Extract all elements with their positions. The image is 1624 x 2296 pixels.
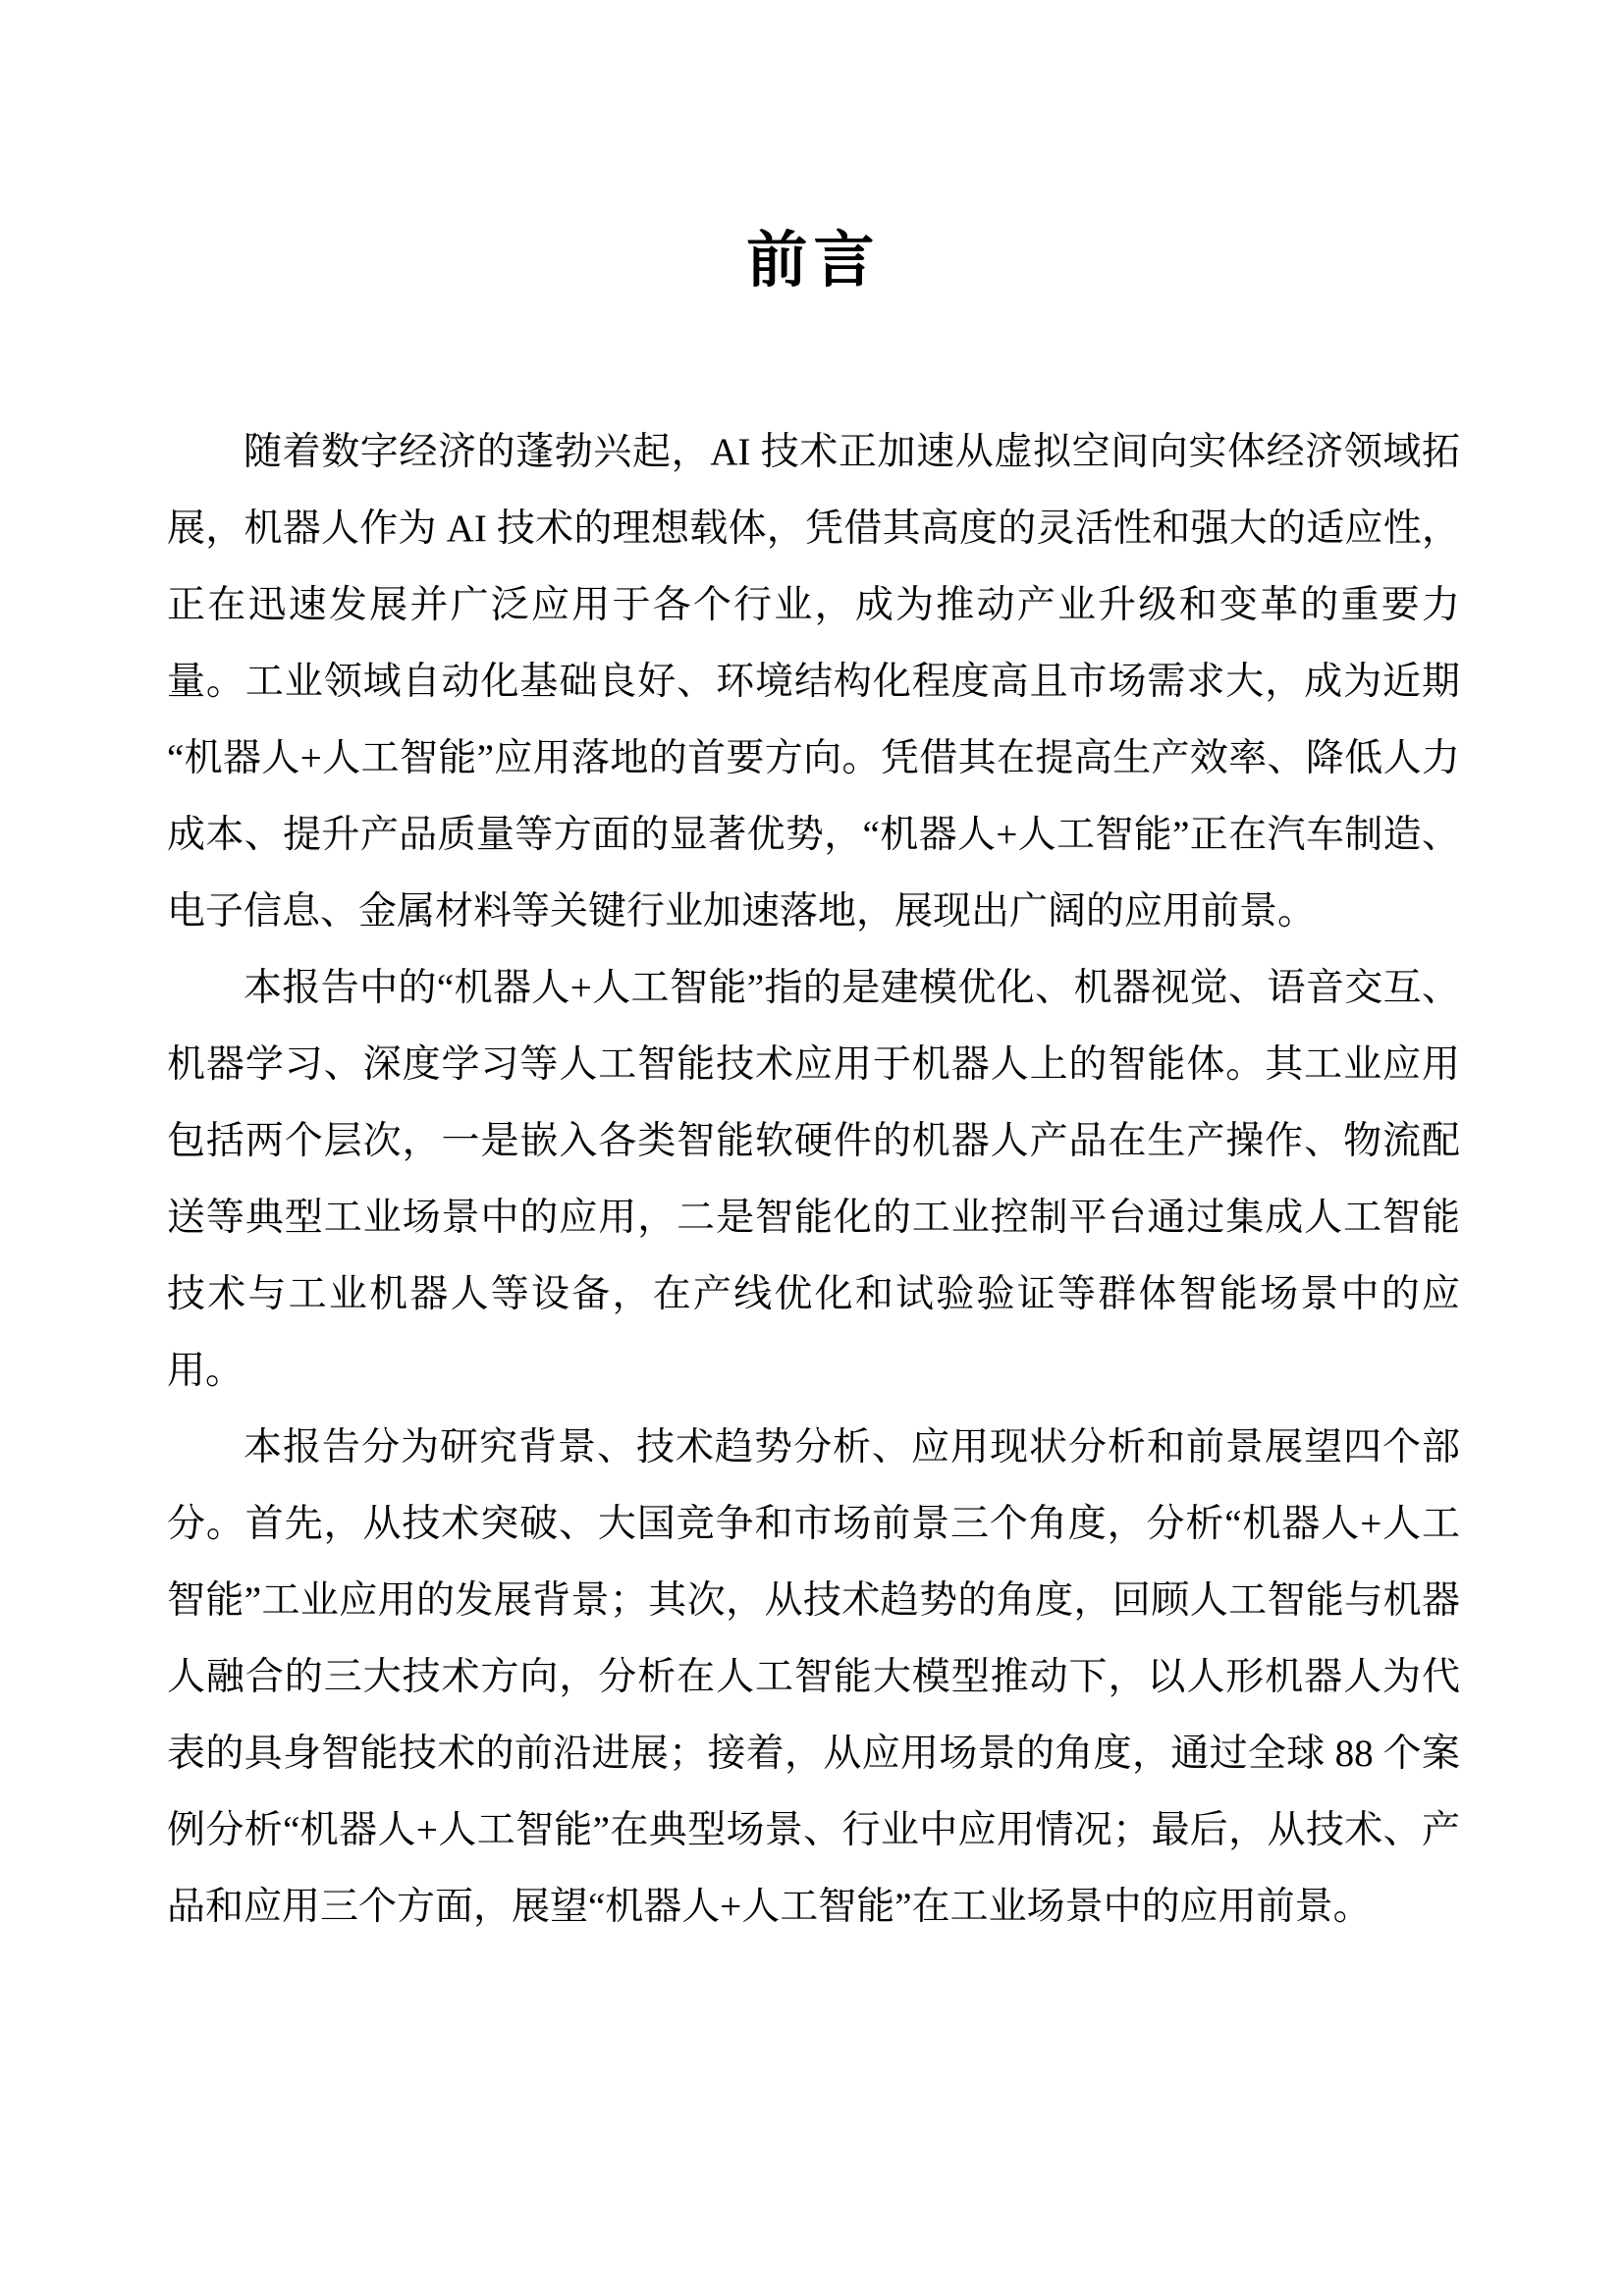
paragraph-definition: 本报告中的“机器人+人工智能”指的是建模优化、机器视觉、语音交互、机器学习、深度学习等人工智能技术应用于机器人上的智能体。其工业应用包括两个层次，一是嵌入各类智能软硬件的机器人产品在生产操作、物流配送等典型工业场景中的应用，二是智能化的工业控制平台通过集成人工智能技术与工业机器人等设备，在产线优化和试验验证等群体智能场景中的应用。 xyxy=(167,967,1460,1393)
paragraph-intro: 随着数字经济的蓬勃兴起，AI 技术正加速从虚拟空间向实体经济领域拓展，机器人作为 AI 技术的理想载体，凭借其高度的灵活性和强大的适应性，正在迅速发展并广泛应用于各个行业，成为推动产业升级和变革的重要力量。工业领域自动化基础良好、环境结构化程度高且市场需求大，成为近期“机器人+人工智能”应用落地的首要方向。凭借其在提高生产效率、降低人力成本、提升产品质量等方面的显著优势，“机器人+人工智能”正在汽车制造、电子信息、金属材料等关键行业加速落地，展现出广阔的应用前景。 xyxy=(167,431,1460,934)
document-body xyxy=(167,414,1460,1946)
page-title: 前言 xyxy=(746,228,881,294)
paragraph-report-structure: 本报告分为研究背景、技术趋势分析、应用现状分析和前景展望四个部分。首先，从技术突破、大国竞争和市场前景三个角度，分析“机器人+人工智能”工业应用的发展背景；其次，从技术趋势的角度，回顾人工智能与机器人融合的三大技术方向，分析在人工智能大模型推动下，以人形机器人为代表的具身智能技术的前沿进展；接着，从应用场景的角度，通过全球 88 个案例分析“机器人+人工智能”在典型场景、行业中应用情况；最后，从技术、产品和应用三个方面，展望“机器人+人工智能”在工业场景中的应用前景。 xyxy=(167,1426,1460,1929)
